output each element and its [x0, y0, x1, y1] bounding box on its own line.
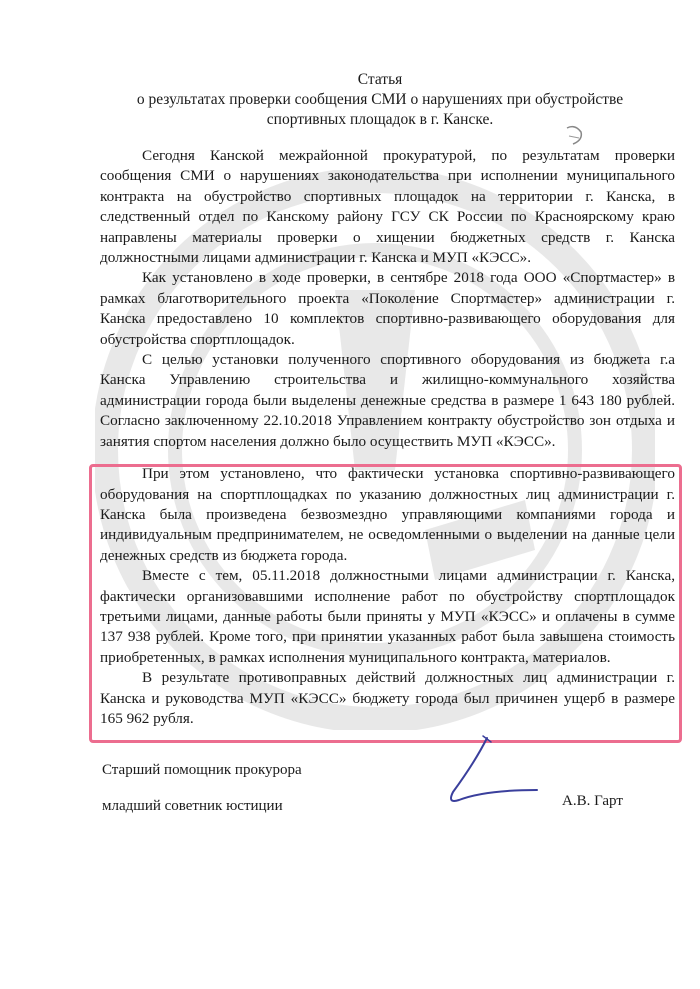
handwritten-signature-icon	[425, 732, 545, 812]
position-line-1: Старший помощник прокурора	[102, 762, 302, 778]
highlight-frame	[89, 464, 682, 743]
title-line-3: спортивных площадок в г. Канске.	[266, 111, 494, 128]
paragraph-5: Вместе с тем, 05.11.2018 должностными лицами администрации г. Канска, фактически организовавшими исполнение работ по обустройству спортплощадок третьими лицами, данные работы были приняты у МУП «КЭСС» и оплачены в сумме 137 938 рублей. Кроме того, при принятии указанных работ была завышена стоимость приобретенных, в рамках исполнения муниципального контракта, материалов.	[100, 567, 675, 666]
position-line-2: младший советник юстиции	[102, 798, 283, 814]
title-line-1: Статья	[357, 71, 403, 88]
paragraph-3: С целью установки полученного спортивного оборудования из бюджета г.а Канска Управлению строительства и жилищно-коммунального хозяйства администрации города были выделены денежные средства в размере 1 643 180 рублей. Согласно заключенному 22.10.2018 Управлением контракту обустройство зон отдыха и занятия спортом населения должно было осуществить МУП «КЭСС».	[100, 351, 675, 450]
paragraph-6: В результате противоправных действий должностных лиц администрации г. Канска и руководства МУП «КЭСС» бюджету города был причинен ущерб в размере 165 962 рубля.	[100, 669, 675, 727]
paragraph-2: Как установлено в ходе проверки, в сентябре 2018 года ООО «Спортмастер» в рамках благотворительного проекта «Поколение Спортмастер» администрации г. Канска предоставлено 10 комплектов спортивно-развивающего оборудования для обустройства спортплощадок.	[100, 269, 675, 348]
paragraph-1: Сегодня Канской межрайонной прокуратурой, по результатам проверки сообщения СМИ о нарушениях законодательства при исполнении муниципального контракта на обустройство спортивных площадок на территории г. Канска, в следственный отдел по Канскому району ГСУ СК России по Красноярскому краю направлены материалы проверки о хищении бюджетных средств г. Канска должностными лицами администрации г. Канска и МУП «КЭСС».	[100, 147, 675, 267]
title-line-2: о результатах проверки сообщения СМИ о нарушениях при обустройстве	[136, 91, 624, 108]
paragraph-4: При этом установлено, что фактически установка спортивно-развивающего оборудования на спортплощадках по указанию должностных лиц администрации г. Канска была произведена безвозмездно управляющими компаниями города и индивидуальным предпринимателем, не осведомленными о выделении на данные цели денежных средств из бюджета города.	[100, 465, 675, 564]
document-title	[100, 70, 660, 130]
signatory-name: А.В. Гарт	[562, 793, 623, 809]
signatory-position	[102, 760, 302, 832]
